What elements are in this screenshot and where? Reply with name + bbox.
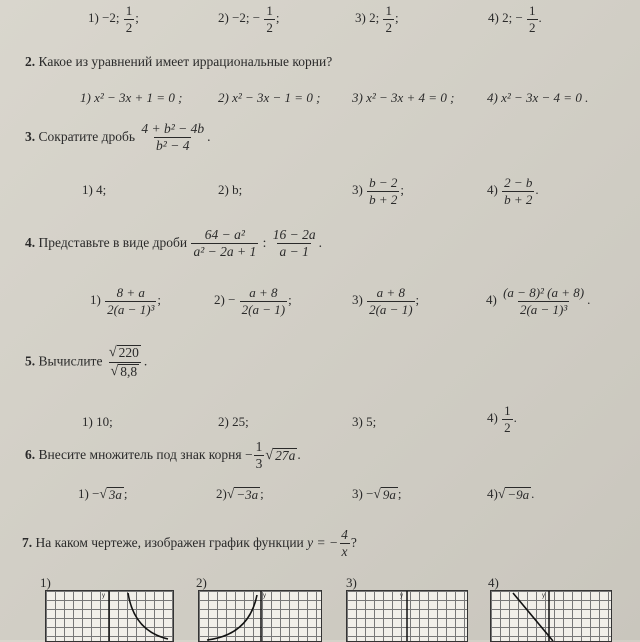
q3-option-3[interactable]: 3) $\frac{b - 2}{b + 2}$ ; <box>352 175 404 207</box>
sqrt-symbol: √ 9a <box>373 486 396 503</box>
function-fraction: $\frac{4}{x}$ <box>341 527 348 560</box>
graph-4-y-label: y <box>542 593 545 599</box>
graph-3-plot <box>347 591 467 641</box>
graph-3[interactable] <box>346 590 468 642</box>
question-text: Вычислите <box>38 353 103 369</box>
sqrt-symbol: √ −3a <box>226 486 259 503</box>
graph-3-y-label: y <box>400 593 403 599</box>
graph-2-plot <box>199 591 321 641</box>
q5-option-3[interactable]: 3) 5; <box>352 414 377 429</box>
graph-1[interactable] <box>45 590 174 642</box>
q6-option-4[interactable]: 4) √ −9a . <box>487 486 535 503</box>
graph-1-plot <box>46 591 173 641</box>
q1-option-4[interactable]: 4) 2; − $\frac{1}{2}$ . <box>488 3 542 35</box>
graph-label-1: 1) <box>40 575 51 590</box>
graph-2-y-label: y <box>263 593 266 599</box>
question-number: 6. <box>25 446 36 462</box>
question-text: Сократите дробь <box>38 128 135 144</box>
question-text: Представьте в виде дроби <box>38 234 188 250</box>
graph-4-plot <box>491 591 611 641</box>
q4-option-1[interactable]: 1) $\frac{8 + a}{\text{2(a − 1)³}}$ ; <box>90 285 162 317</box>
question-text: Внесите множитель под знак корня <box>38 446 242 462</box>
option-fraction: $\frac{1}{2}$ <box>266 3 273 35</box>
q2-prompt <box>25 54 332 70</box>
option-prefix: 4) <box>487 182 498 198</box>
sqrt-symbol: √ 27a <box>265 446 296 463</box>
q1-option-2[interactable]: 2) −2; − $\frac{1}{2}$ ; <box>218 3 280 35</box>
q5-prompt: 5. Вычислите √ 220 √ 8,8 . <box>25 344 148 379</box>
question-text: Какое из уравнений имеет иррациональные корни? <box>38 54 333 69</box>
graph-label-2: 2) <box>196 575 207 590</box>
option-prefix: 2) − <box>214 292 236 308</box>
question-text: На каком чертеже, изображен график функции <box>35 534 304 550</box>
question-fraction <box>107 345 143 380</box>
option-prefix: 3) <box>352 292 363 308</box>
question-number: 3. <box>25 128 36 144</box>
q4-option-3[interactable]: 3) $\frac{a + 8}{2(a - 1)}$ ; <box>352 285 420 317</box>
question-number: 4. <box>25 234 36 250</box>
option-fraction: $\frac{1}{2}$ <box>385 3 392 35</box>
graph-1-y-label: y <box>102 593 105 599</box>
q5-option-4[interactable]: 4) $\frac{1}{2}$ . <box>487 403 517 435</box>
option-fraction: $\frac{b - 2}{b + 2}$ <box>369 175 398 207</box>
option-fraction: $\frac{1}{2}$ <box>125 3 133 35</box>
option-fraction: $\frac{a + 8}{2(a - 1)}$ <box>241 285 286 317</box>
q7-prompt: 7. На каком чертеже, изображен график функции y = − $\frac{4}{x}$ ? <box>22 527 357 560</box>
option-fraction: $\frac{1}{2}$ <box>529 3 536 35</box>
q4-prompt: 4. Представьте в виде дроби $\frac{\text{64 − a²}}{\text{a² − 2a + 1}}$ : $\frac{16 - 2a}{a - 1}$ . <box>25 227 322 260</box>
q6-prompt: 6. Внесите множитель под знак корня − $\frac{1}{3}$ √ 27a . <box>25 439 301 472</box>
sqrt-symbol: √ 8,8 <box>110 362 138 379</box>
option-prefix: 4) <box>487 410 498 426</box>
coefficient-fraction: $\frac{1}{3}$ <box>255 439 263 472</box>
q6-option-3[interactable]: 3) − √ 9a ; <box>352 486 402 503</box>
q2-option-4[interactable]: 4) x² − 3x − 4 = 0 . <box>487 90 589 105</box>
q5-option-2[interactable]: 2) 25; <box>218 414 249 429</box>
q1-option-1[interactable]: 1) −2; $\frac{1}{2}$ ; <box>88 3 139 35</box>
q3-option-1[interactable]: 1) 4; <box>82 182 107 197</box>
option-prefix: 3) <box>352 182 363 198</box>
q6-option-2[interactable]: 2) √ −3a ; <box>216 486 264 503</box>
sqrt-symbol: √ −9a <box>497 486 530 503</box>
option-fraction: $\frac{\text{(a − 8)² (a + 8)}}{\text{2(a − 1)³}}$ <box>503 285 585 317</box>
q4-option-2[interactable]: 2) − $\frac{a + 8}{2(a - 1)}$ ; <box>214 285 292 317</box>
graph-label-3: 3) <box>346 575 357 590</box>
q6-option-1[interactable]: 1) − √ 3a ; <box>78 486 128 503</box>
graph-label-4: 4) <box>488 575 499 590</box>
sqrt-symbol: √ 220 <box>108 344 139 360</box>
option-prefix: 4) 2; − <box>488 10 523 26</box>
option-fraction: $\frac{2 - b}{b + 2}$ <box>504 175 533 207</box>
option-fraction: $\frac{8 + a}{\text{2(a − 1)³}}$ <box>107 285 155 317</box>
q4-option-4[interactable]: 4) $\frac{\text{(a − 8)² (a + 8)}}{\text{2(a − 1)³}}$ . <box>486 285 591 317</box>
question-fraction: $\frac{\text{4 + b² − 4b}}{\text{b² − 4}}$ <box>141 121 205 154</box>
q2-option-3[interactable]: 3) x² − 3x + 4 = 0 ; <box>352 90 455 105</box>
q1-option-3[interactable]: 3) 2; $\frac{1}{2}$ ; <box>355 3 399 35</box>
option-fraction: $\frac{a + 8}{2(a - 1)}$ <box>369 285 413 317</box>
graph-4[interactable] <box>490 590 612 642</box>
option-prefix: 3) 2; <box>355 10 380 26</box>
sqrt-symbol: √ 3a <box>99 486 122 503</box>
question-fraction-2: $\frac{16 - 2a}{a - 1}$ <box>272 227 316 260</box>
q5-option-1[interactable]: 1) 10; <box>82 414 113 429</box>
q3-prompt: 3. Сократите дробь $\frac{\text{4 + b² − 4b}}{\text{b² − 4}}$ . <box>25 121 211 154</box>
q3-option-2[interactable]: 2) b; <box>218 182 243 197</box>
graph-2[interactable] <box>198 590 322 642</box>
question-number: 7. <box>22 534 33 550</box>
question-number: 5. <box>25 353 36 369</box>
question-number: 2. <box>25 54 36 69</box>
q2-option-2[interactable]: 2) x² − 3x − 1 = 0 ; <box>218 90 321 105</box>
option-prefix: 2) −2; − <box>218 10 261 26</box>
option-prefix: 4) <box>486 292 497 308</box>
option-prefix: 1) <box>90 292 101 308</box>
question-fraction-1: $\frac{\text{64 − a²}}{\text{a² − 2a + 1}}$ <box>193 227 257 260</box>
option-fraction: $\frac{1}{2}$ <box>504 403 511 435</box>
q2-option-1[interactable]: 1) x² − 3x + 1 = 0 ; <box>80 90 183 105</box>
option-prefix: 1) −2; <box>88 10 120 26</box>
q3-option-4[interactable]: 4) $\frac{2 - b}{b + 2}$ . <box>487 175 539 207</box>
